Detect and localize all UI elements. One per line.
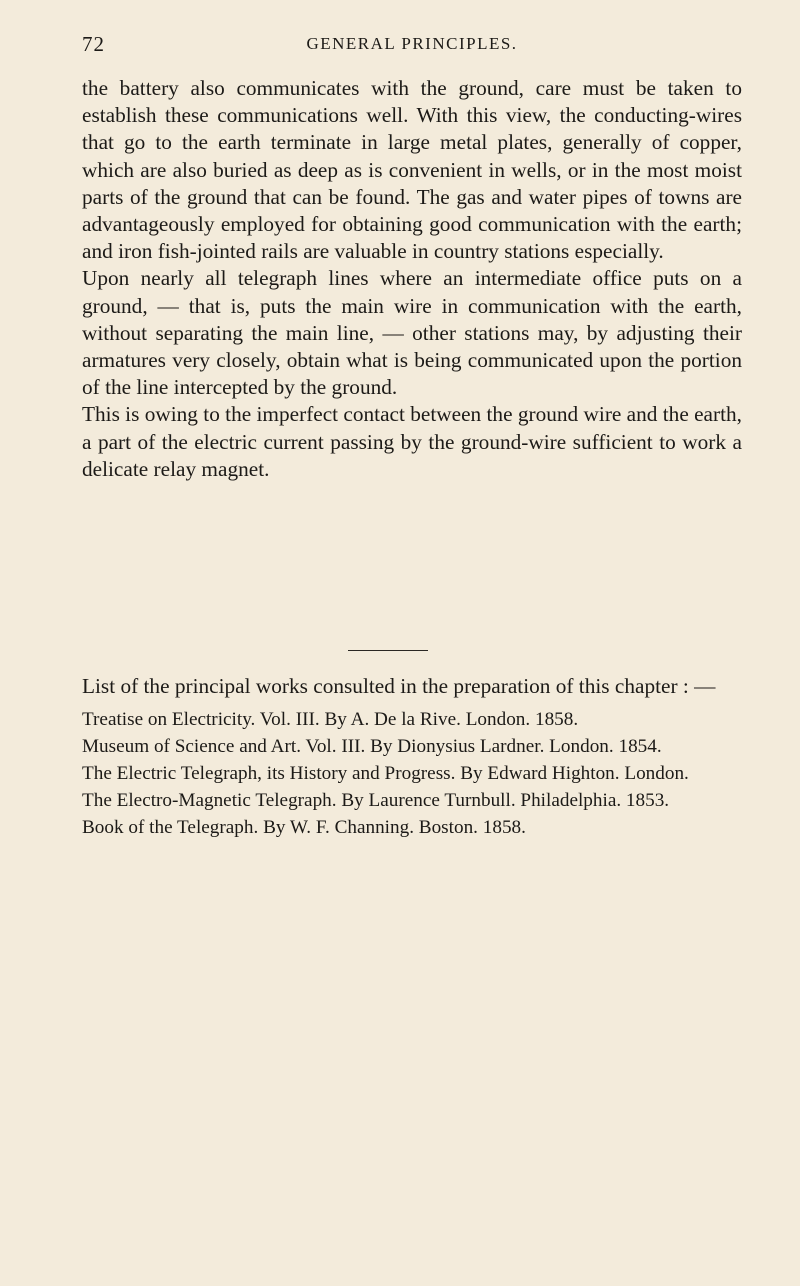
work-entry: Book of the Telegraph. By W. F. Channing. Boston. 1858. bbox=[82, 817, 526, 839]
running-head: GENERAL PRINCIPLES. bbox=[306, 34, 518, 53]
work-entry: Treatise on Electricity. Vol. III. By A. De la Rive. London. 1858. bbox=[82, 709, 579, 731]
page-number: 72 bbox=[82, 32, 105, 56]
work-entry: Museum of Science and Art. Vol. III. By Dionysius Lardner. London. 1854. bbox=[82, 736, 662, 758]
work-entry: The Electro-Magnetic Telegraph. By Laurence Turnbull. Philadelphia. 1853. bbox=[82, 790, 670, 812]
section-divider bbox=[348, 650, 428, 651]
page-header bbox=[82, 32, 742, 58]
works-list bbox=[82, 708, 742, 840]
paragraph: Upon nearly all telegraph lines where an intermediate office puts on a ground, — that is, puts the main wire in communication with the earth, without separating the main line, — other stations may, by adjusting their armatures very closely, obtain what is being communicated upon the portion of the line intercepted by the ground. bbox=[82, 266, 742, 400]
work-entry: The Electric Telegraph, its History and Progress. By Edward Highton. London. bbox=[82, 763, 689, 785]
paragraph: This is owing to the imperfect contact between the ground wire and the earth, a part of the electric current passing by the ground-wire sufficient to work a delicate relay magnet. bbox=[82, 402, 742, 481]
works-consulted bbox=[82, 673, 742, 843]
paragraph: the battery also communicates with the ground, care must be taken to establish these communications well. With this view, the conducting-wires that go to the earth terminate in large metal plates, generally of copper, which are also buried as deep as is convenient in wells, or in the most moist parts of the ground that can be found. The gas and water pipes of towns are advantageously employed for obtaining good communication with the earth; and iron fish-jointed rails are valuable in country stations especially. bbox=[82, 76, 742, 264]
works-list-intro: List of the principal works consulted in the preparation of this chapter : — bbox=[82, 674, 716, 698]
body-text bbox=[82, 75, 742, 483]
